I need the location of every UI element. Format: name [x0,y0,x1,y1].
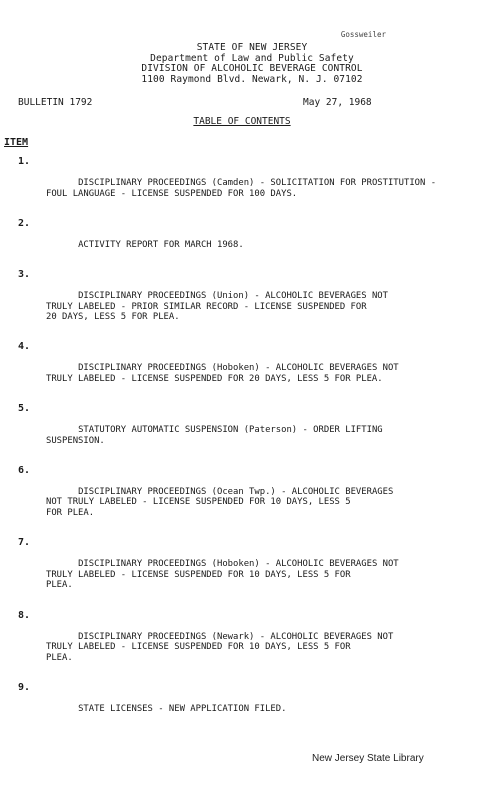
toc-item-number: 3. [18,269,31,281]
library-footer: New Jersey State Library [312,753,424,764]
toc-item [18,342,478,395]
toc-item-text: ACTIVITY REPORT FOR MARCH 1968. [78,239,244,250]
toc-item [18,611,478,674]
toc-item [18,538,478,601]
toc-item [18,404,478,457]
toc-item-number: 9. [18,681,31,693]
toc-item-number: 2. [18,217,31,229]
letterhead-state: STATE OF NEW JERSEY [196,42,308,53]
letterhead-department: Department of Law and Public Safety [150,52,354,64]
toc-item [18,219,478,261]
toc-item-text: STATUTORY AUTOMATIC SUSPENSION (Paterson) - ORDER LIFTING SUSPENSION. [46,425,383,446]
toc-item [18,270,478,333]
toc-item-text: DISCIPLINARY PROCEEDINGS (Union) - ALCOHOLIC BEVERAGES NOT TRULY LABELED - PRIOR SIMILAR RECORD - LICENSE SUSPENDED FOR 20 DAYS, LESS 5 FOR PLEA. [46,291,388,323]
toc-item-text: DISCIPLINARY PROCEEDINGS (Hoboken) - ALCOHOLIC BEVERAGES NOT TRULY LABELED - LICENSE SUSPENDED FOR 20 DAYS, LESS 5 FOR PLEA. [46,363,399,384]
toc-item-text: STATE LICENSES - NEW APPLICATION FILED. [78,703,287,714]
toc-item-number: 4. [18,341,31,353]
toc-item-text: DISCIPLINARY PROCEEDINGS (Newark) - ALCOHOLIC BEVERAGES NOT TRULY LABELED - LICENSE SUSPENDED FOR 10 DAYS, LESS 5 FOR PLEA. [46,631,394,663]
handwritten-annotation: Gossweiler [340,30,386,39]
toc-item [18,157,478,210]
bulletin-date: May 27, 1968 [303,97,372,108]
toc-item-text: DISCIPLINARY PROCEEDINGS (Camden) - SOLICITATION FOR PROSTITUTION - FOUL LANGUAGE - LICENSE SUSPENDED FOR 100 DAYS. [46,178,437,199]
letterhead-address: 1100 Raymond Blvd. Newark, N. J. 07102 [141,73,363,85]
toc-item-number: 7. [18,537,31,549]
toc-title: TABLE OF CONTENTS [193,116,291,127]
bulletin-number: BULLETIN 1792 [18,97,93,108]
toc-item-number: 1. [18,156,31,167]
toc-item-text: DISCIPLINARY PROCEEDINGS (Hoboken) - ALCOHOLIC BEVERAGES NOT TRULY LABELED - LICENSE SUSPENDED FOR 10 DAYS, LESS 5 FOR PLEA. [46,559,399,591]
toc-item [18,466,478,529]
toc-item-text: DISCIPLINARY PROCEEDINGS (Ocean Twp.) - ALCOHOLIC BEVERAGES NOT TRULY LABELED - LICENSE SUSPENDED FOR 10 DAYS, LESS 5 FOR PLEA. [46,486,394,518]
letterhead [0,43,484,85]
toc-item-number: 6. [18,464,31,476]
letterhead-division: DIVISION OF ALCOHOLIC BEVERAGE CONTROL [141,63,363,74]
toc-item [18,683,478,725]
toc-item-list [18,157,478,734]
item-column-heading: ITEM [4,137,29,148]
toc-item-number: 8. [18,609,31,621]
toc-item-number: 5. [18,403,31,415]
